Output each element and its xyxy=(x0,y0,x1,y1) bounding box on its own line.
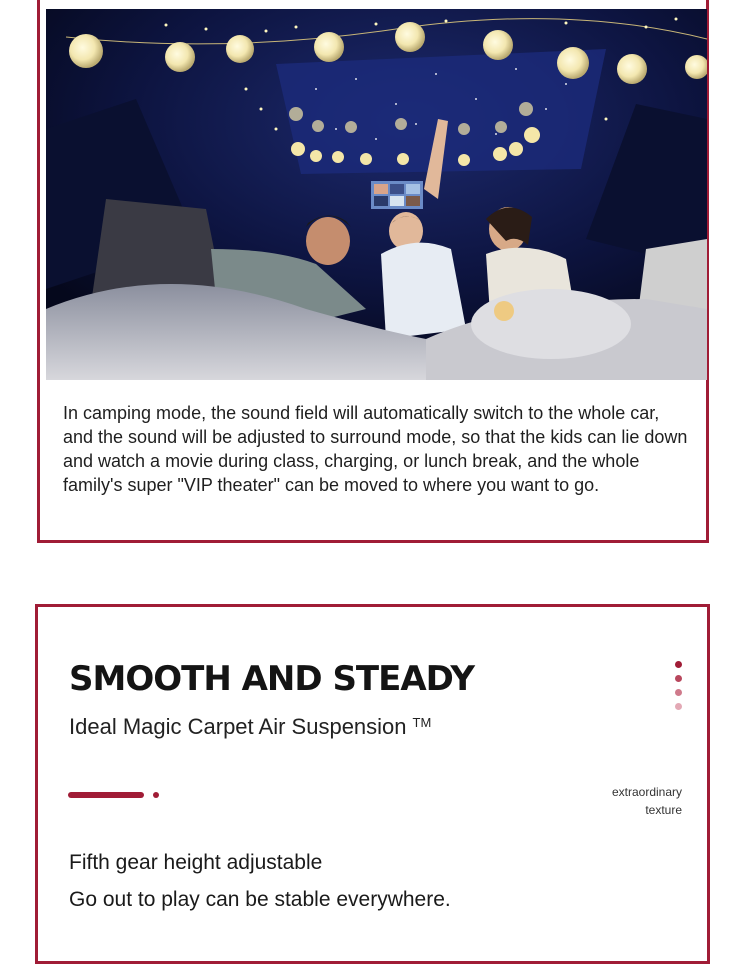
dot-2 xyxy=(675,675,682,682)
dot-1 xyxy=(675,661,682,668)
camping-mode-caption: In camping mode, the sound field will automatically switch to the whole car, and the sound will be adjusted to surround mode, so that the kids can lie down and watch a movie during class, charging, or lunch break, and the whole family's super "VIP theater" can be moved to where you want to go. xyxy=(63,403,688,495)
feature-line-2: Go out to play can be stable everywhere. xyxy=(69,888,451,911)
subtitle-text: Ideal Magic Carpet Air Suspension xyxy=(69,714,407,739)
side-note-line-1: extraordinary xyxy=(611,785,682,799)
side-note xyxy=(562,783,682,819)
trademark-mark: TM xyxy=(412,715,432,730)
feature-line-1: Fifth gear height adjustable xyxy=(69,851,323,874)
camping-mode-card xyxy=(37,0,709,543)
dot-4 xyxy=(675,703,682,710)
accent-dot xyxy=(153,792,159,798)
dot-3 xyxy=(675,689,682,696)
suspension-card xyxy=(35,604,710,964)
section-subtitle xyxy=(69,714,431,740)
accent-bar xyxy=(68,792,144,798)
section-heading: SMOOTH AND STEADY xyxy=(69,659,475,699)
side-note-line-2: texture xyxy=(645,803,682,817)
family-camping-in-car-photo xyxy=(46,9,707,380)
decorative-dots xyxy=(675,661,685,717)
